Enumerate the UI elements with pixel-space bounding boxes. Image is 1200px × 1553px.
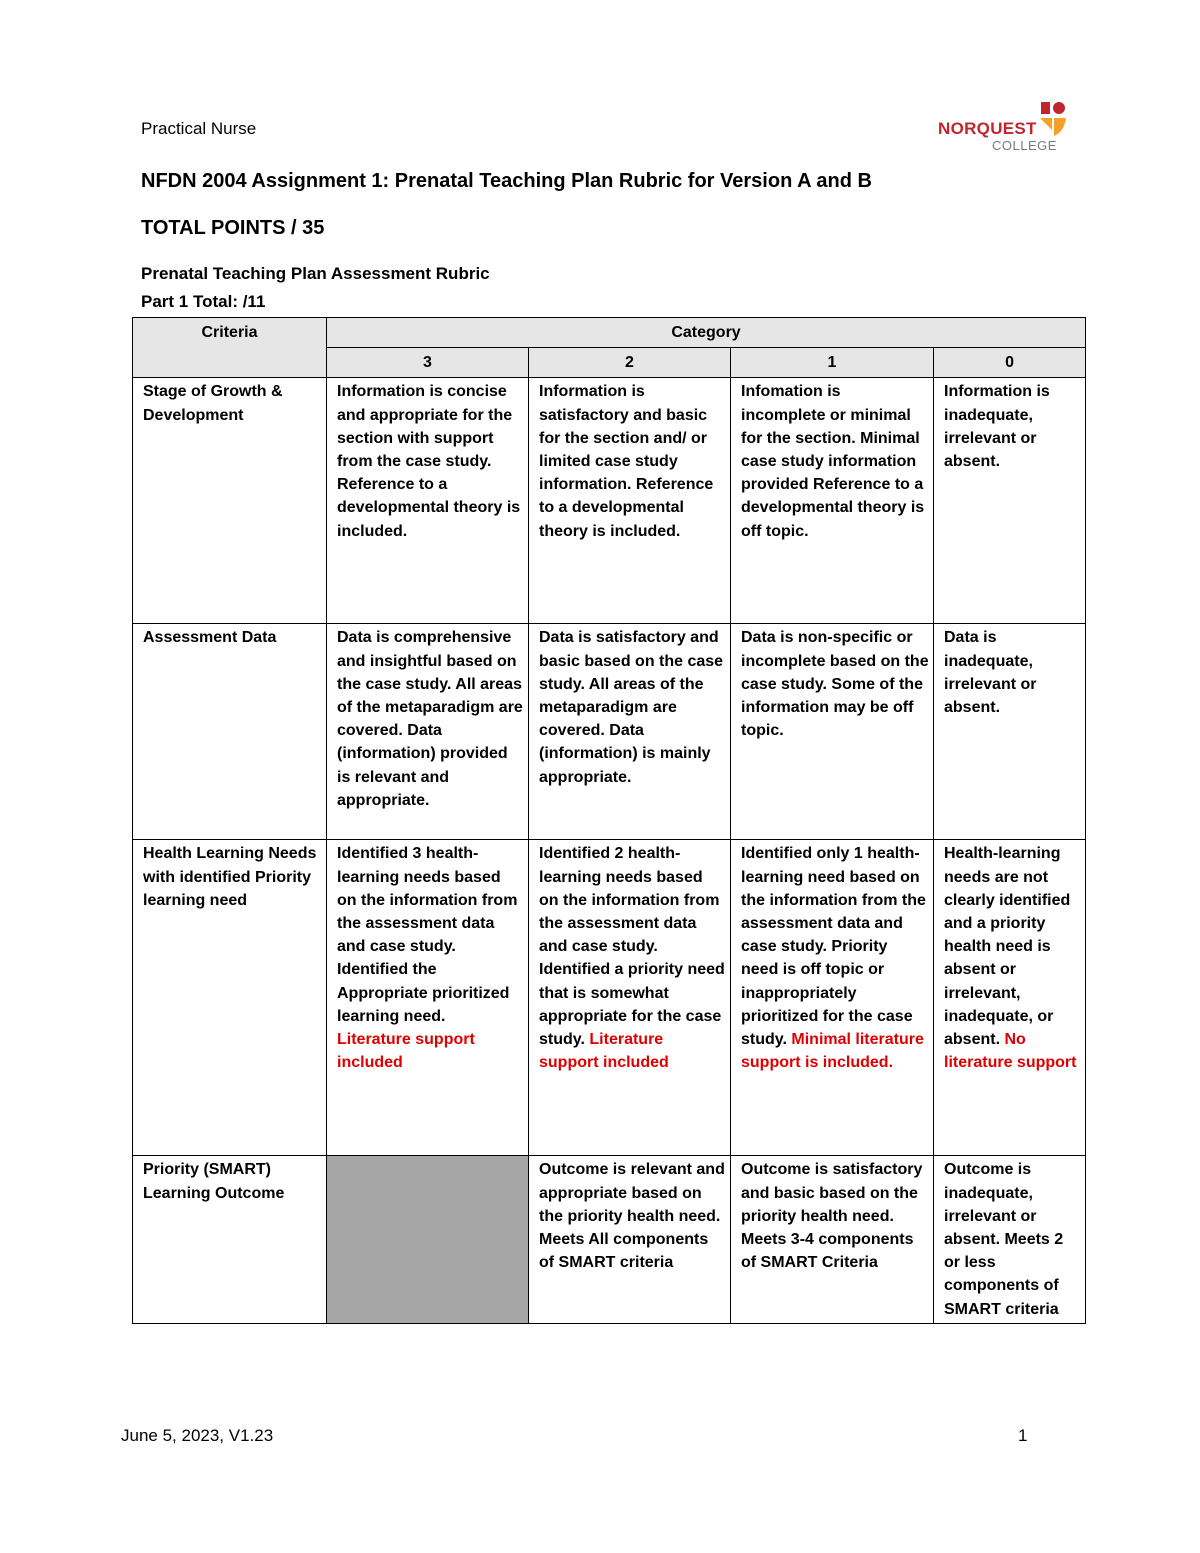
table-header-row [133, 318, 1086, 348]
part-total: Part 1 Total: /11 [141, 292, 266, 311]
rubric-cell: Outcome is inadequate, irrelevant or absent. Meets 2 or less components of SMART criteria [934, 1156, 1086, 1323]
norquest-logo [938, 100, 1078, 156]
score-header-1: 1 [731, 348, 934, 378]
rubric-cell: Information is satisfactory and basic for the section and/ or limited case study information. Reference to a developmental theory is included. [529, 378, 731, 624]
criteria-cell: Priority (SMART) Learning Outcome [133, 1156, 327, 1323]
literature-note: Minimal literature support is included. [741, 1031, 924, 1072]
rubric-table [132, 317, 1086, 1324]
score-header-0: 0 [934, 348, 1086, 378]
shaded-cell [327, 1156, 529, 1323]
program-name: Practical Nurse [141, 119, 257, 138]
table-row [133, 624, 1086, 840]
rubric-cell: Data is non-specific or incomplete based on the case study. Some of the information may be off topic. [731, 624, 934, 840]
logo-mark-icon [1038, 100, 1068, 138]
criteria-cell: Assessment Data [133, 624, 327, 840]
rubric-cell: Data is satisfactory and basic based on the case study. All areas of the metaparadigm are covered. Data (information) is mainly appropriate. [529, 624, 731, 840]
criteria-cell: Health Learning Needs with identified Priority learning need [133, 840, 327, 1156]
rubric-cell: Outcome is relevant and appropriate based on the priority health need. Meets All components of SMART criteria [529, 1156, 731, 1323]
rubric-subtitle: Prenatal Teaching Plan Assessment Rubric [141, 264, 490, 283]
literature-note: Literature support included [539, 1031, 669, 1072]
criteria-header: Criteria [133, 318, 327, 378]
footer-date-version: June 5, 2023, V1.23 [121, 1426, 274, 1445]
table-row [133, 1156, 1086, 1323]
literature-note: Literature support included [337, 1031, 475, 1072]
rubric-cell: Information is inadequate, irrelevant or absent. [934, 378, 1086, 624]
score-header-2: 2 [529, 348, 731, 378]
rubric-cell: Data is comprehensive and insightful based on the case study. All areas of the metaparadigm are covered. Data (information) provided is relevant and appropriate. [327, 624, 529, 840]
table-row [133, 840, 1086, 1156]
criteria-cell: Stage of Growth & Development [133, 378, 327, 624]
rubric-cell: Data is inadequate, irrelevant or absent. [934, 624, 1086, 840]
logo-text-norquest: NORQUEST [938, 119, 1037, 138]
literature-note: No literature support [944, 1031, 1077, 1072]
rubric-cell: Identified only 1 health-learning need based on the information from the assessment data and case study. Priority need is off topic or inappropriately prioritized for the case study. Minimal literature support is included. [731, 840, 934, 1156]
logo-text-college: COLLEGE [992, 138, 1057, 153]
rubric-cell: Identified 2 health-learning needs based on the information from the assessment data and case study. Identified a priority need that is somewhat appropriate for the case study. Literature support included [529, 840, 731, 1156]
document-title: NFDN 2004 Assignment 1: Prenatal Teaching Plan Rubric for Version A and B [141, 170, 872, 192]
category-header: Category [327, 318, 1086, 348]
score-header-3: 3 [327, 348, 529, 378]
table-row [133, 378, 1086, 624]
rubric-cell: Information is concise and appropriate for the section with support from the case study. Reference to a developmental theory is included. [327, 378, 529, 624]
total-points: TOTAL POINTS / 35 [141, 217, 325, 239]
rubric-cell: Identified 3 health-learning needs based on the information from the assessment data and case study. Identified the Appropriate prioritized learning need. Literature support included [327, 840, 529, 1156]
rubric-cell: Outcome is satisfactory and basic based on the priority health need. Meets 3-4 components of SMART Criteria [731, 1156, 934, 1323]
rubric-cell: Health-learning needs are not clearly identified and a priority health need is absent or irrelevant, inadequate, or absent. No literature support [934, 840, 1086, 1156]
page-number: 1 [1018, 1426, 1028, 1445]
rubric-cell: Infomation is incomplete or minimal for the section. Minimal case study information provided Reference to a developmental theory is off topic. [731, 378, 934, 624]
